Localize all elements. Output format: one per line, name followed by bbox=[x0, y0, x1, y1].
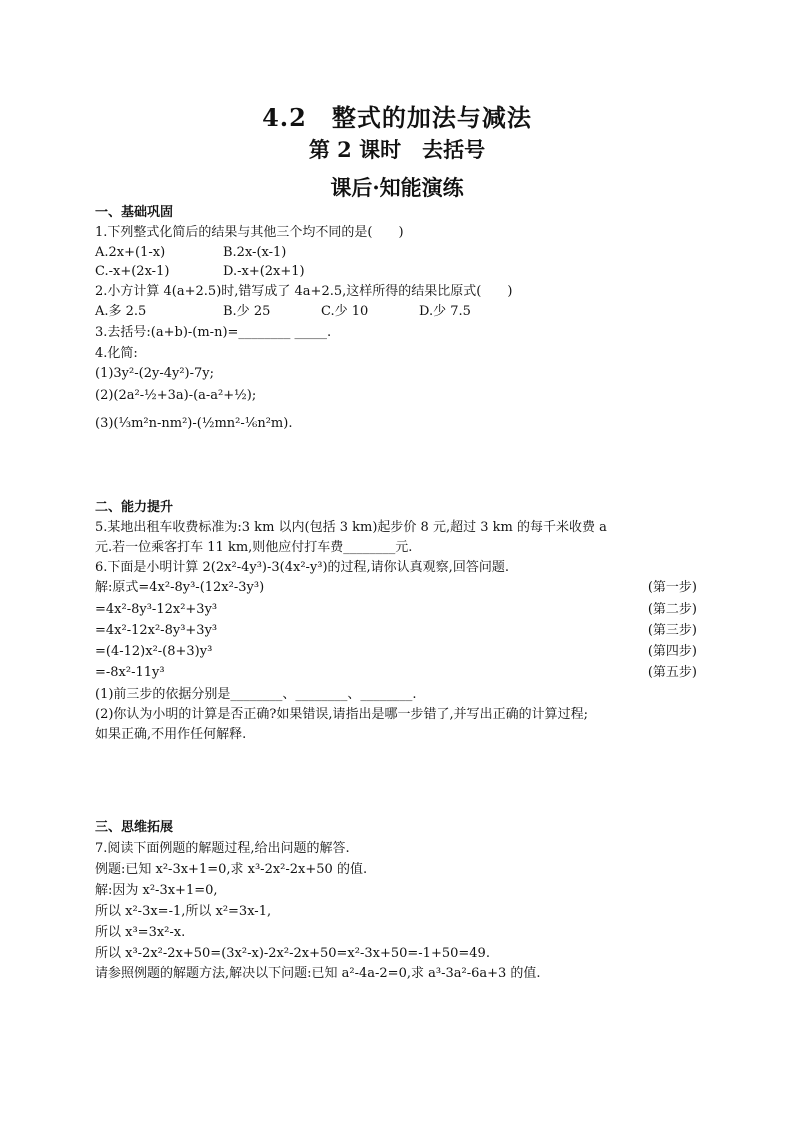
q1-option-b: B.2x-(x-1) bbox=[223, 245, 287, 260]
q2-option-d: D.少 7.5 bbox=[419, 304, 471, 319]
q6-step5-label: (第五步) bbox=[647, 665, 697, 680]
q6-step2: =4x²-8y³-12x²+3y³ bbox=[95, 602, 218, 617]
q3-text: 3.去括号:(a+b)-(m-n)=________ _____. bbox=[95, 325, 332, 340]
q7-solution-line1: 解:因为 x²-3x+1=0, bbox=[95, 883, 218, 898]
q2-options bbox=[95, 302, 471, 321]
q7-example: 例题:已知 x²-3x+1=0,求 x³-2x²-2x+50 的值. bbox=[95, 862, 368, 877]
q6-step3-label: (第三步) bbox=[647, 623, 697, 638]
q1-option-c: C.-x+(2x-1) bbox=[95, 264, 170, 279]
q6-answer3: 如果正确,不用作任何解释. bbox=[95, 727, 247, 742]
part1-heading: 一、基础巩固 bbox=[95, 205, 174, 220]
q4-part2: (2)(2a²-½+3a)-(a-a²+½); bbox=[95, 388, 257, 403]
q6-answer1: (1)前三步的依据分别是________、________、________. bbox=[95, 687, 417, 702]
q7-solution-line3: 所以 x³=3x²-x. bbox=[95, 925, 186, 940]
q6-stem: 6.下面是小明计算 2(2x²-4y³)-3(4x²-y³)的过程,请你认真观察,回答问题. bbox=[95, 560, 509, 575]
q1-options-row2 bbox=[95, 262, 305, 281]
q6-step1-label: (第一步) bbox=[647, 580, 697, 595]
q2-option-c: C.少 10 bbox=[321, 304, 369, 319]
q1-stem: 1.下列整式化简后的结果与其他三个均不同的是( ) bbox=[95, 225, 404, 240]
q6-step1: 解:原式=4x²-8y³-(12x²-3y³) bbox=[95, 580, 265, 595]
q6-step4: =(4-12)x²-(8+3)y³ bbox=[95, 644, 213, 659]
q7-solution-line2: 所以 x²-3x=-1,所以 x²=3x-1, bbox=[95, 904, 272, 919]
q1-option-a: A.2x+(1-x) bbox=[95, 245, 166, 260]
lesson-title: 4.2 整式的加法与减法 bbox=[262, 103, 532, 132]
part2-heading: 二、能力提升 bbox=[95, 500, 174, 515]
q4-stem: 4.化简: bbox=[95, 346, 138, 361]
q6-step3: =4x²-12x²-8y³+3y³ bbox=[95, 623, 218, 638]
q7-problem: 请参照例题的解题方法,解决以下问题:已知 a²-4a-2=0,求 a³-3a²-6a+3 的值. bbox=[95, 966, 541, 981]
section-title: 课后·知能演练 bbox=[330, 175, 464, 200]
q6-step4-label: (第四步) bbox=[647, 644, 697, 659]
q6-step5: =-8x²-11y³ bbox=[95, 665, 165, 680]
q6-answer2: (2)你认为小明的计算是否正确?如果错误,请指出是哪一步错了,并写出正确的计算过程; bbox=[95, 707, 589, 722]
part3-heading: 三、思维拓展 bbox=[95, 820, 174, 835]
q2-option-a: A.多 2.5 bbox=[95, 304, 147, 319]
q5-line2: 元.若一位乘客打车 11 km,则他应付打车费________元. bbox=[95, 540, 413, 555]
lesson-subtitle: 第 2 课时 去括号 bbox=[308, 137, 486, 162]
q1-option-d: D.-x+(2x+1) bbox=[223, 264, 305, 279]
q6-step2-label: (第二步) bbox=[647, 602, 697, 617]
q5-line1: 5.某地出租车收费标准为:3 km 以内(包括 3 km)起步价 8 元,超过 3 km 的每千米收费 a bbox=[95, 520, 607, 535]
q1-options-row1 bbox=[95, 243, 286, 262]
q2-option-b: B.少 25 bbox=[223, 304, 271, 319]
q4-part1: (1)3y²-(2y-4y²)-7y; bbox=[95, 366, 214, 381]
q7-solution-line4: 所以 x³-2x²-2x+50=(3x²-x)-2x²-2x+50=x²-3x+50=-1+50=49. bbox=[95, 946, 490, 961]
q7-stem: 7.阅读下面例题的解题过程,给出问题的解答. bbox=[95, 841, 350, 856]
q2-stem: 2.小方计算 4(a+2.5)时,错写成了 4a+2.5,这样所得的结果比原式( ) bbox=[95, 284, 513, 299]
q4-part3: (3)(⅓m²n-nm²)-(½mn²-⅙n²m). bbox=[95, 416, 293, 431]
